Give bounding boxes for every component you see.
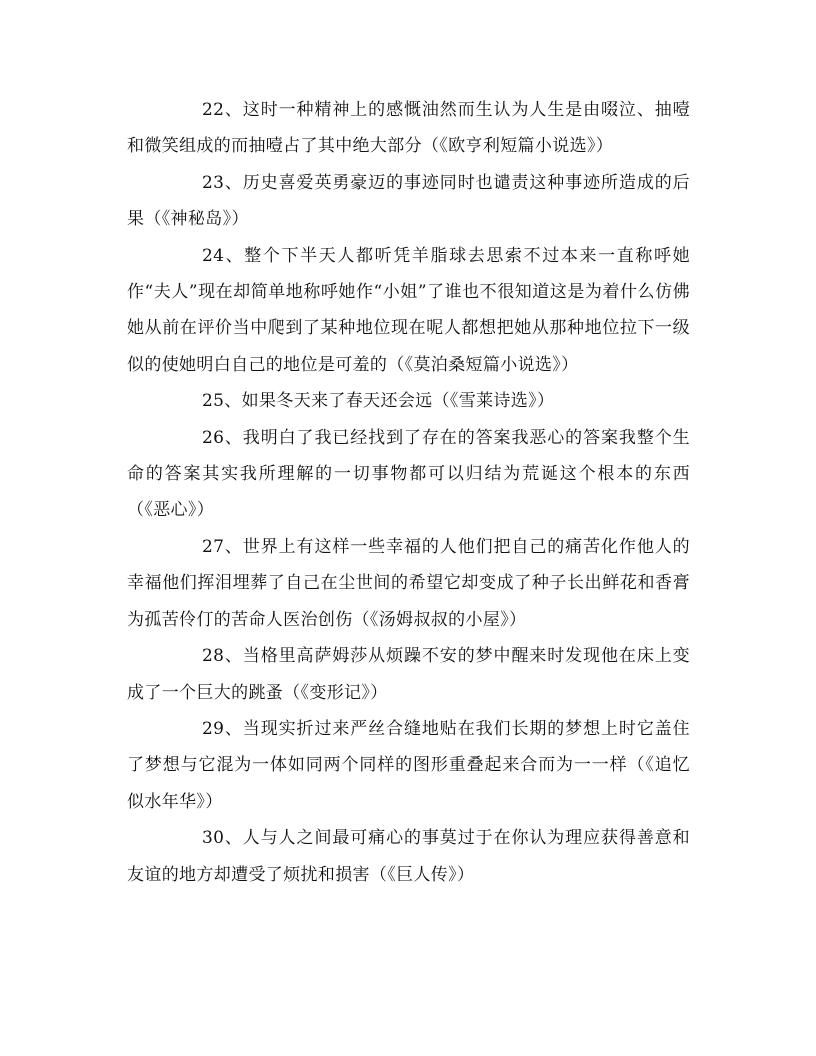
quote-paragraph-24: 24、整个下半天人都听凭羊脂球去思索不过本来一直称呼她作“夫人”现在却简单地称呼她作“小姐”了谁也不很知道这是为着什么仿佛她从前在评价当中爬到了某种地位现在呢人都想把她从那种地位拉下一级似的使她明白自己的地位是可羞的（《莫泊桑短篇小说选》） [127,245,690,375]
quote-paragraph-28: 28、当格里高萨姆莎从烦躁不安的梦中醒来时发现他在床上变成了一个巨大的跳蚤（《变形记》） [127,646,690,703]
quote-paragraph-22: 22、这时一种精神上的感慨油然而生认为人生是由啜泣、抽噎和微笑组成的而抽噎占了其中绝大部分（《欧亨利短篇小说选》） [127,100,690,157]
quote-paragraph-23: 23、历史喜爱英勇豪迈的事迹同时也谴责这种事迹所造成的后果（《神秘岛》） [127,172,690,230]
quote-paragraph-25: 25、如果冬天来了春天还会远（《雪莱诗选》） [202,391,555,412]
quote-paragraph-30: 30、人与人之间最可痛心的事莫过于在你认为理应获得善意和友谊的地方却遭受了烦扰和损害（《巨人传》） [127,828,690,885]
quote-list [127,92,690,893]
quote-paragraph-29: 29、当现实折过来严丝合缝地贴在我们长期的梦想上时它盖住了梦想与它混为一体如同两个同样的图形重叠起来合而为一一样（《追忆似水年华》） [127,718,690,812]
quote-paragraph-26: 26、我明白了我已经找到了存在的答案我恶心的答案我整个生命的答案其实我所理解的一切事物都可以归结为荒诞这个根本的东西（《恶心》） [127,427,690,521]
quote-paragraph-27: 27、世界上有这样一些幸福的人他们把自己的痛苦化作他人的幸福他们挥泪埋葬了自己在尘世间的希望它却变成了种子长出鲜花和香膏为孤苦伶仃的苦命人医治创伤（《汤姆叔叔的小屋》） [127,536,690,630]
